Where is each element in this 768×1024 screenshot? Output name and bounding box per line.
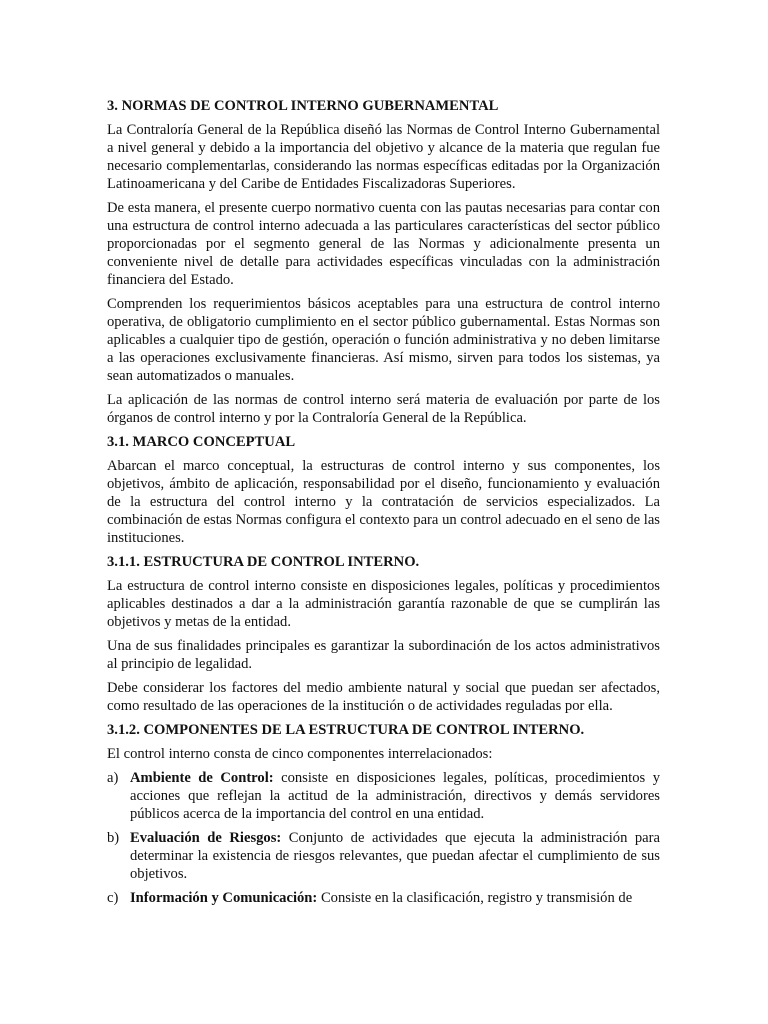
list-item <box>107 829 660 883</box>
list-item-term: Evaluación de Riesgos: <box>130 830 282 846</box>
list-item-body <box>130 829 660 883</box>
list-item-text: Conjunto de actividades que ejecuta la administración para determinar la existencia de riesgos relevantes, que puedan afectar el cumplimiento de sus objetivos. <box>130 830 660 882</box>
list-item-text: consiste en disposiciones legales, políticas, procedimientos y acciones que reflejan la actitud de la administración, directivos y demás servidores públicos acerca de la importancia del control en una entidad. <box>130 770 660 822</box>
paragraph: Una de sus finalidades principales es garantizar la subordinación de los actos administrativos al principio de legalidad. <box>107 638 660 672</box>
list-marker: b) <box>107 830 120 846</box>
paragraph: La Contraloría General de la República diseñó las Normas de Control Interno Gubernamental a nivel general y debido a la importancia del objetivo y alcance de la materia que regulan fue necesario complementarlas, considerando las normas específicas editadas por la Organización Latinoamericana y del Caribe de Entidades Fiscalizadoras Superiores. <box>107 122 660 192</box>
list-item-term: Ambiente de Control: <box>130 770 274 786</box>
list-item-body <box>130 889 660 907</box>
paragraph: Comprenden los requerimientos básicos aceptables para una estructura de control interno operativa, de obligatorio cumplimiento en el sector público gubernamental. Estas Normas son aplicables a cualquier tipo de gestión, operación o función administrativa y no deben limitarse a las operaciones exclusivamente financieras. Así mismo, sirven para todos los sistemas, ya sean automatizados o manuales. <box>107 296 660 384</box>
paragraph: Abarcan el marco conceptual, la estructuras de control interno y sus componentes, los objetivos, ámbito de aplicación, responsabilidad por el diseño, funcionamiento y evaluación de la estructura del control interno y la contratación de servicios especializados. La combinación de estas Normas configura el contexto para un control adecuado en el seno de las instituciones. <box>107 458 660 546</box>
list-marker: a) <box>107 770 119 786</box>
paragraph: La estructura de control interno consiste en disposiciones legales, políticas y procedimientos aplicables destinados a dar a la administración garantía razonable de que se cumplirán las objetivos y metas de la entidad. <box>107 578 660 630</box>
list-item-term: Información y Comunicación: <box>130 890 318 906</box>
list-item <box>107 889 660 907</box>
list-item-body <box>130 769 660 823</box>
paragraph: El control interno consta de cinco componentes interrelacionados: <box>107 746 493 762</box>
paragraph: Debe considerar los factores del medio ambiente natural y social que puedan ser afectados, como resultado de las operaciones de la institución o de actividades reguladas por ella. <box>107 680 660 714</box>
section-heading-estructura: 3.1.1. ESTRUCTURA DE CONTROL INTERNO. <box>107 554 420 570</box>
document-page <box>107 97 660 913</box>
list-marker: c) <box>107 890 119 906</box>
list-item-text: Consiste en la clasificación, registro y transmisión de <box>317 890 633 906</box>
section-heading-componentes: 3.1.2. COMPONENTES DE LA ESTRUCTURA DE CONTROL INTERNO. <box>107 722 585 738</box>
paragraph: La aplicación de las normas de control interno será materia de evaluación por parte de los órganos de control interno y por la Contraloría General de la República. <box>107 392 660 426</box>
section-heading-normas: 3. NORMAS DE CONTROL INTERNO GUBERNAMENTAL <box>107 98 499 114</box>
paragraph: De esta manera, el presente cuerpo normativo cuenta con las pautas necesarias para contar con una estructura de control interno adecuada a las particulares características del sector público proporcionadas por el segmento general de las Normas y adicionalmente presenta un conveniente nivel de detalle para actividades específicas vinculadas con la administración financiera del Estado. <box>107 200 660 288</box>
list-item <box>107 769 660 823</box>
section-heading-marco-conceptual: 3.1. MARCO CONCEPTUAL <box>107 434 296 450</box>
